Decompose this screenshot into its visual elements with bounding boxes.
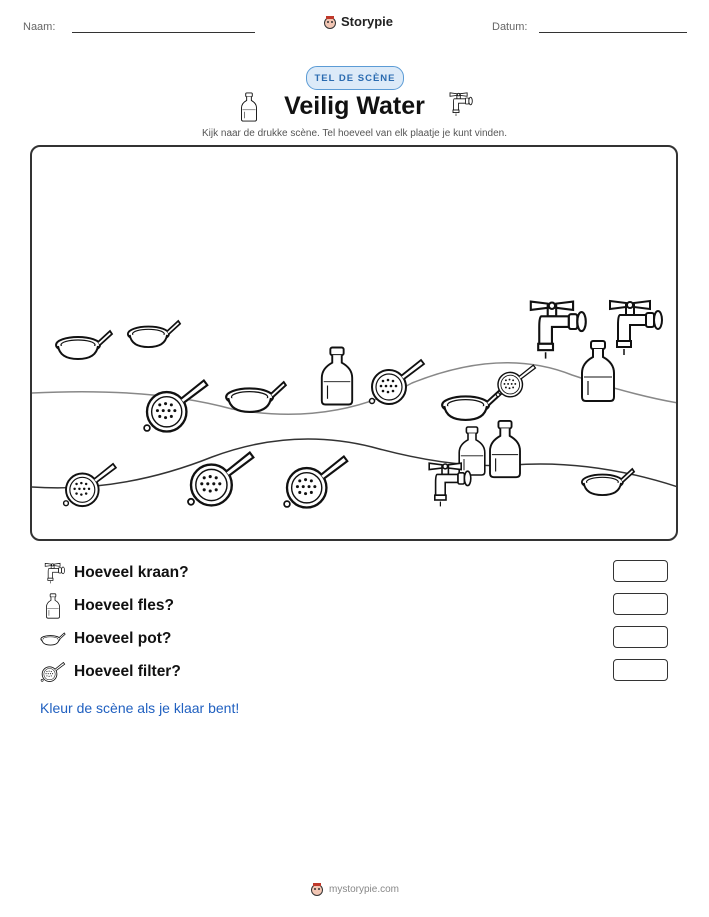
tap-icon [40, 561, 66, 585]
storypie-mascot-icon [323, 15, 337, 29]
question-label: Hoeveel kraan? [74, 564, 189, 581]
tap-2 [610, 301, 662, 355]
storypie-mascot-icon [310, 882, 324, 896]
pot-2 [128, 321, 180, 347]
filter-icon [40, 661, 66, 683]
pot-4 [442, 390, 502, 420]
question-label: Hoeveel filter? [74, 663, 181, 680]
filter-6 [284, 456, 347, 507]
bottle-4 [490, 421, 520, 477]
site-footer [0, 882, 709, 896]
bottle-3 [459, 427, 485, 475]
date-line[interactable] [539, 32, 687, 33]
page-title: Veilig Water [284, 92, 425, 120]
tap-1 [531, 302, 586, 359]
filter-3 [496, 365, 535, 397]
question-row-tap [40, 560, 189, 586]
answer-box-bottle[interactable] [613, 593, 668, 615]
name-label: Naam: [23, 21, 56, 33]
brand-name: Storypie [341, 14, 394, 29]
counting-scene [30, 145, 678, 541]
answer-box-pot[interactable] [613, 626, 668, 648]
question-row-bottle [40, 593, 174, 619]
bottle-2 [582, 341, 614, 401]
filter-5 [188, 453, 253, 506]
name-line[interactable] [72, 32, 255, 33]
answer-box-tap[interactable] [613, 560, 668, 582]
activity-badge: TEL DE SCÈNE [306, 66, 404, 90]
site-url[interactable]: mystorypie.com [328, 883, 399, 895]
bottle-icon [40, 593, 66, 619]
question-label: Hoeveel pot? [74, 630, 172, 647]
answer-box-filter[interactable] [613, 659, 668, 681]
pot-1 [56, 331, 112, 359]
scene-drawing [32, 147, 676, 539]
pot-3 [226, 382, 286, 412]
pot-icon [40, 629, 66, 649]
ground-line-lower [32, 439, 676, 488]
color-instruction: Kleur de scène als je klaar bent! [40, 700, 240, 716]
instructions: Kijk naar de drukke scène. Tel hoeveel van elk plaatje je kunt vinden. [201, 128, 507, 139]
filter-1 [144, 380, 207, 431]
tap-icon [444, 90, 474, 118]
question-label: Hoeveel fles? [74, 597, 174, 614]
ground-line-upper [32, 363, 676, 414]
date-label: Datum: [492, 21, 528, 33]
bottle-1 [322, 348, 352, 405]
brand-logo [323, 14, 393, 29]
question-row-filter [40, 659, 181, 685]
question-row-pot [40, 626, 171, 652]
